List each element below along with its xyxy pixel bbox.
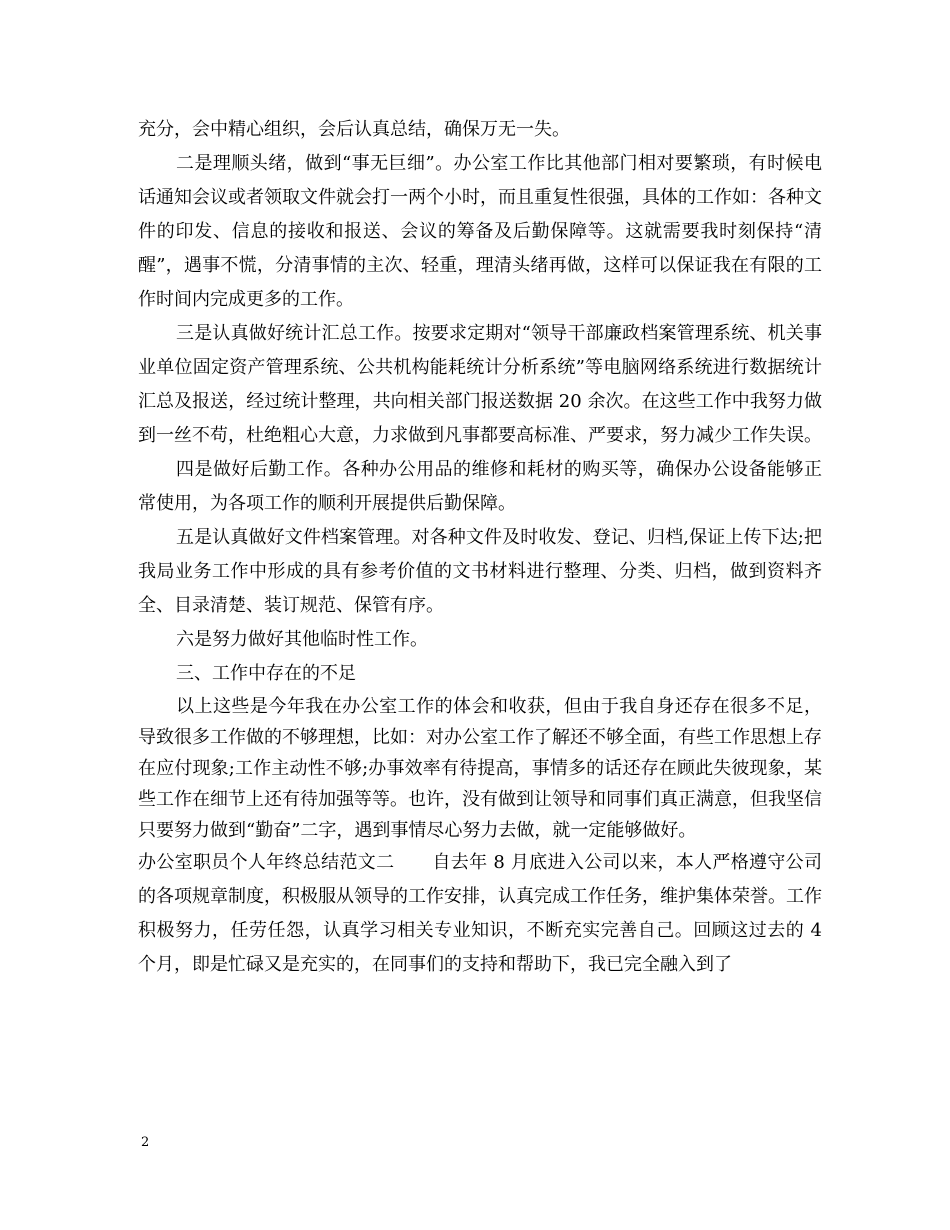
page-number: 2 (141, 1135, 150, 1150)
section-body-text: 自去年 8 月底进入公司以来，本人严格遵守公司的各项规章制度，积极服从领导的工作安排，认真完成工作任务，维护集体荣誉。工作积极努力，任劳任怨，认真学习相关专业知识，不断充实完善自己。回顾这过去的 4 个月，即是忙碌又是充实的，在同事们的支持和帮助下，我已完全融入到了 (138, 852, 822, 975)
section-title: 办公室职员个人年终总结范文二 (138, 852, 395, 873)
paragraph-archives: 五是认真做好文件档案管理。对各种文件及时收发、登记、归档,保证上传下达;把我局业务工作中形成的具有参考价值的文书材料进行整理、分类、归档，做到资料齐全、目录清楚、装订规范、保管有序。 (138, 527, 822, 616)
paragraph-continuation: 充分，会中精心组织，会后认真总结，确保万无一失。 (138, 119, 570, 140)
paragraph-shortcomings: 以上这些是今年我在办公室工作的体会和收获，但由于我自身还存在很多不足，导致很多工作做的不够理想，比如：对办公室工作了解还不够全面，有些工作思想上存在应付现象;工作主动性不够;办事效率有待提高，事情多的话还存在顾此失彼现象，某些工作在细节上还有待加强等等。也许，没有做到让领导和同事们真正满意，但我坚信只要努力做到“勤奋”二字，遇到事情尽心努力去做，就一定能够做好。 (138, 696, 822, 841)
paragraph-second-sample (138, 846, 822, 982)
section-heading-shortcomings: 三、工作中存在的不足 (176, 663, 356, 684)
document-body (138, 113, 822, 982)
paragraph-statistics: 三是认真做好统计汇总工作。按要求定期对“领导干部廉政档案管理系统、机关事业单位固定资产管理系统、公共机构能耗统计分析系统”等电脑网络系统进行数据统计汇总及报送，经过统计整理，共向相关部门报送数据 20 余次。在这些工作中我努力做到一丝不苟，杜绝粗心大意，力求做到凡事都要高标准、严要求，努力减少工作失误。 (138, 323, 822, 446)
paragraph-logistics: 四是做好后勤工作。各种办公用品的维修和耗材的购买等，确保办公设备能够正常使用，为各项工作的顺利开展提供后勤保障。 (138, 459, 822, 514)
paragraph-sort-tasks: 二是理顺头绪，做到“事无巨细”。办公室工作比其他部门相对要繁琐，有时候电话通知会议或者领取文件就会打一两个小时，而且重复性很强，具体的工作如：各种文件的印发、信息的接收和报送、会议的筹备及后勤保障等。这就需要我时刻保持“清醒”，遇事不慌，分清事情的主次、轻重，理清头绪再做，这样可以保证我在有限的工作时间内完成更多的工作。 (138, 153, 822, 310)
paragraph-temporary-work: 六是努力做好其他临时性工作。 (176, 629, 428, 650)
